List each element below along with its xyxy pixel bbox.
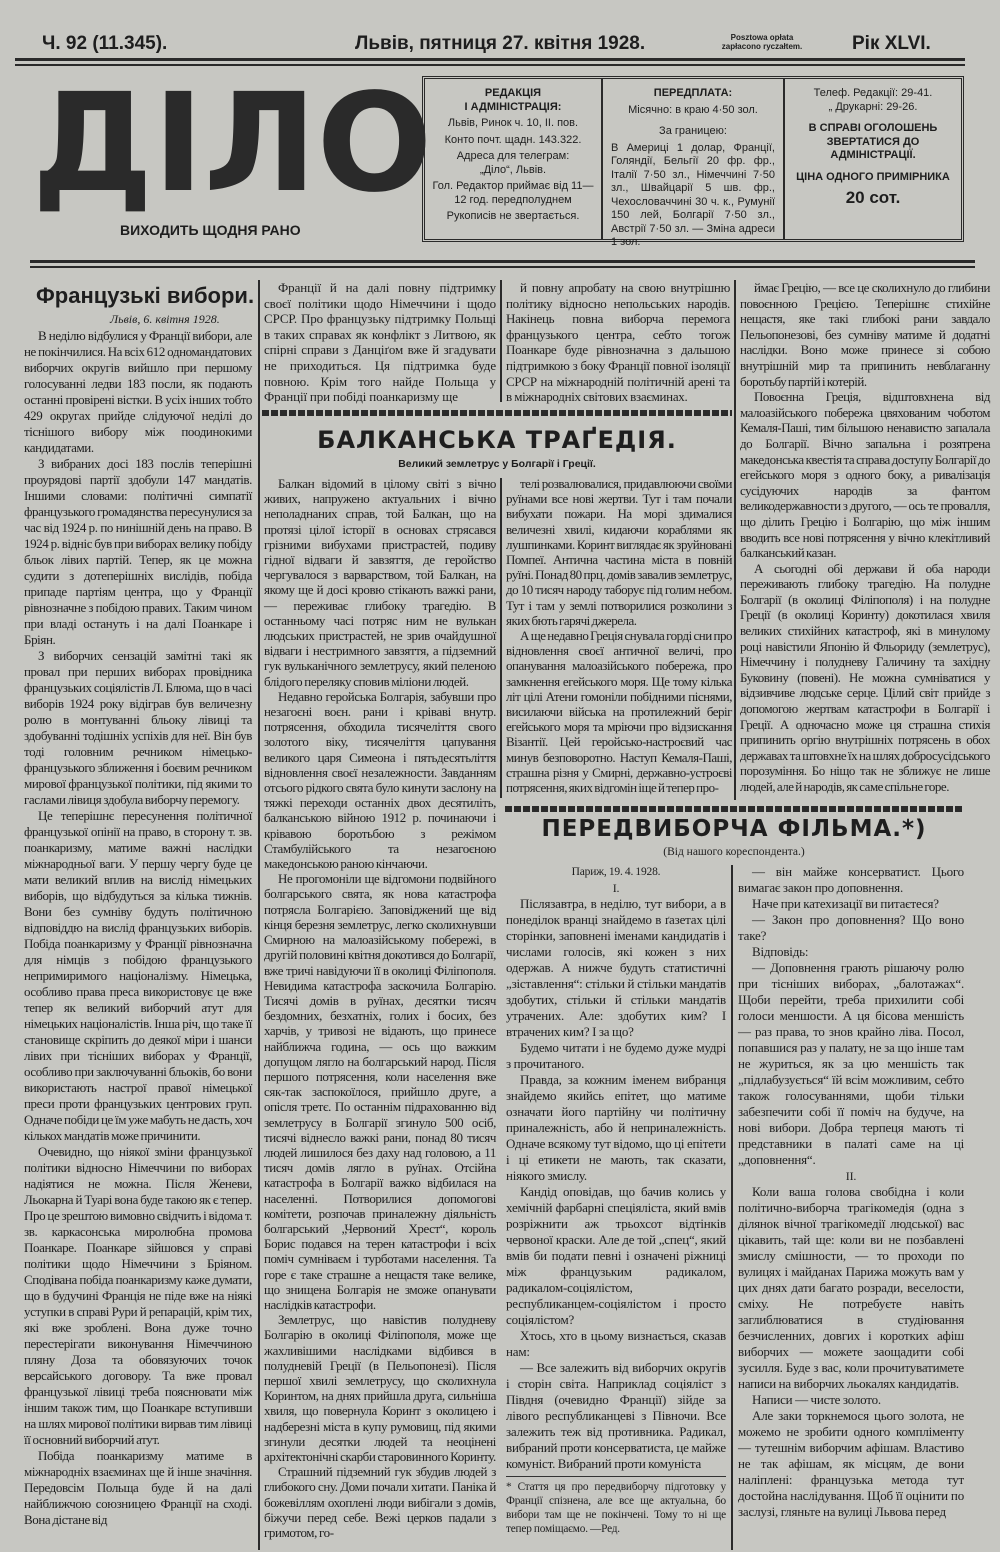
paragraph: Написи — чисте золото. bbox=[752, 1392, 881, 1407]
manuscripts-note: Рукописів не звертається. bbox=[446, 210, 580, 222]
paragraph: Але заки торкнемося цього золота, не можемо не зробити одного компліменту — тутешнім виборчим афішам. Властиво не так афішам, як місцям, де вони наліплені: французька метода тут достойна наслідування. Щоб її оцінити по заслузі, гляньте на вулиці Львова перед bbox=[738, 1408, 964, 1519]
paragraph: Землетрус, що навістив полудневу Болгарію в околиці Філіпополя, може ще жахливішими наслідками відбився в полудневій Греції (в Пельопонезі). Після першої хвилі землетрусу, що сколихнула Коринтом, на днях прийшла друга, сильніша хвиля, що повернула Коринт з околицею і надберезні міста в купу румовищ, під якими згинули десятки людей та неоцінені архітектонічні скарби старовинного Коринту. bbox=[264, 1312, 496, 1464]
contacts-info bbox=[787, 79, 959, 239]
postal-note-line: Posztowa opłata bbox=[730, 33, 794, 42]
paragraph: Кандід оповідав, що бачив колись у хемічній фарбарні спеціяліста, який вмів розріжнити аж трьохсот відтінків червоної краски. Але де той „спец“, який вмів би подати певні і означені ріжниці між французьким радикалом, радикалом-соціялістом, республиканцем-соціялістом і просто соціялістом? bbox=[506, 1184, 726, 1327]
column-rule bbox=[500, 478, 502, 798]
paragraph: Відповідь: bbox=[752, 944, 809, 959]
editorial-info bbox=[425, 79, 601, 239]
telegram-label: Адреса для телеграм: bbox=[456, 150, 570, 162]
paragraph: Побіда поанкаризму матиме в міжнародніх взаєминах ще й інше значіння. Передовсім Польща буде й на далі найближчою союзницею Франції на сході. Вона дістане від bbox=[24, 1448, 252, 1527]
paragraph: Страшний підземний гук збудив людей з глибокого сну. Доми почали хитати. Паніка й божевіллям охоплені люди вибігали з домів, біжучи перед себе. Вежі церков падали з гримотом, го- bbox=[264, 1464, 496, 1541]
editor-hours: Гол. Редактор приймає від 11—12 год. передполуднем bbox=[432, 180, 594, 206]
price-value: 20 сот. bbox=[845, 188, 901, 207]
paragraph: Очевидно, що ніякої зміни французької політики відносно Німеччини по виборах надіятися не можна. Після Женеви, Льокарна й Туарі вона буде такою як є тепер. Про це зрештою вимовно свідчить і відома т. зв. каркасонська миролюбна промова Поанкаре. Поанкаре зійшовся у справі політики щодо Німеччини з Бріяном. Сподівана побіда поанкаризму каже думати, що в будучині Франція не піде вже на ніякі уступки в справі Рури й репарацій, крім тих, які вже зроблені. Вона дуже точно перестерігати виконування Німеччиною пляну Доза та обовязуючих точок версайського договору. Та вже провал французької лівиці треба пояснювати між іншим також тим, що Поанкаре вступивши на шлях мирової політики вирвав тим лівиці її основний виборчий атут. bbox=[24, 1144, 252, 1447]
paragraph: телі розвалювалися, придавлюючи своїми руїнами все нові жертви. Тут і там почали вибухати пожари. На морі здималися величезні хвилі, кидаючи кораблями як лушпинками. Коринт виглядає як зруйновані Помпеї. Антична частина міста в повній руїні. Понад 80 прц. домів завалив землетрус, до 10 тисяч народу таборує під голим небом. Тут і там у землі потворилися розколини з яких бють гарячі джерела. bbox=[506, 476, 732, 628]
editorial-address: Львів, Ринок ч. 10, II. пов. bbox=[447, 117, 579, 129]
column-rule bbox=[258, 280, 260, 1550]
paragraph: — він майже консерватист. Цього вимагає закон про доповнення. bbox=[738, 864, 964, 895]
paragraph: Недавно геройська Болгарія, забувши про незагоєні воєн. рани і кріваві внутр. потрясення, обходила тисячеліття свого золотого віку, тисячеліття цапування великого царя Симеона і пятьдесятьліття відновлення своєї незалежности. Завданням отсього рідкого свята було кинути заслону на тяжкі переходи останніх двох десятиліть, балканською війною 1912 р. починаючи і крівавою боротьбою з режімом Стамбулійського та незагоєною македонською раною кінчаючи. bbox=[264, 688, 496, 872]
paragraph: Правда, за кожним іменем вибранця знайдемо якийсь епітет, що матиме означати його партійну чи політичну приналежність, або й неприналежність. Одначе всякому тут відомо, що ці епітети і ці етикети не мають, так сказати, ніякого змислу. bbox=[506, 1072, 726, 1183]
paragraph: Будемо читати і не будемо дуже мудрі з прочитаного. bbox=[506, 1040, 726, 1071]
paragraph: А сьогодні обі держави й оба народи переживають глибоку трагедію. На полудне Болгарії (в околиці Філіпополя) і на полудне Греції (в околиці Коринту) докотилася хвиля великих стихійних катастроф, які в минулому році навістили Японію й Фльориду (землетрус), Німеччину і полудневу Галичину та західну Буковину (повені). Не можна сумніватися у відзивчиве людське серце. Цілий світ прийде з допомогою жертвам катастрофи в Болгарії і Греції. А одночасно може ця страшна стихія припинить оргію внутрішніх потрясень в обох державах та штовхне їх на шлях добросусідського порозуміння. Бо ніщо так не зближує не лише людей, але й народів, як саме спільне горе. bbox=[740, 560, 990, 794]
elections-column-1 bbox=[24, 328, 252, 1548]
paragraph: В неділю відбулися у Франції вибори, але не покінчилися. На всіх 612 одномандатових виборчих округів вийшло при першому голосуванні ледви 183 посли, як подають останні провірені вістки. В усіх інших тобто 429 округах прийде слідуючої неділі до тіснішого вибору між поодинокими кандидатами. bbox=[24, 328, 252, 455]
issue-date: Львів, пятниця 27. квітня 1928. bbox=[355, 33, 646, 54]
film-footnote: * Стаття ця про передвиборчу підготовку у Франції спізнена, але все ще актуальна, бо вибори там ще не покінчені. Тому то ні ще тепер поміщаємо. —Ред. bbox=[506, 1476, 726, 1536]
telegram-address: „Діло“, Львів. bbox=[479, 163, 547, 176]
film-column-a bbox=[506, 864, 726, 1548]
postal-account: Конто почт. щадн. 143.322. bbox=[444, 133, 582, 146]
info-box bbox=[422, 76, 964, 248]
postal-note bbox=[712, 33, 812, 51]
paragraph: Балкан відомий в цілому світі з вічно живих, напружено актуальних і вічно неполаднаних справ, той Балкан, що на протязі цілої історії в основах стрясався грізними вибухами пристрастей, подиву гідної відваги й завзяття, де геройство чергувалося з варварством, той Балкан, на якому ще й досі кровю стікають важкі рани, — переживає глибоку трагедію. В останньому часі потряс ним не вулькан людських пристрастей, не зрив очайдушної відваги і нестримного завзяття, а підземний гук вульканічного землетрусу, який пеленою блідого переляку сповив міліони людей. bbox=[264, 476, 496, 689]
film-section-2: II. bbox=[845, 1169, 857, 1183]
subscription-abroad-label: За границею: bbox=[659, 125, 727, 137]
phone-editorial: Телеф. Редакції: 29-41. bbox=[813, 87, 933, 99]
editorial-heading bbox=[429, 87, 597, 114]
paragraph: й повну апробату на свою внутрішню політику відносно непольських народів. Накінець повна виборча перемога французького центра, себто тогож Поанкаре буде рівнозначна з дальшою підтримкою з боку Франції повної ізоляції СРСР на міжнародній політичній арені та в міжнародніх світових взаєминах. bbox=[506, 280, 730, 405]
masthead-rule bbox=[30, 260, 975, 268]
paragraph: Це теперішнє пересунення політичної французької опінії на право, в сторону т. зв. поанкаризму, матиме важні наслідки міжнародньої ваги. У першу чергу буде це мати великий вплив на вислід німецьких виборів, що відбудуться за кілька тижнів. Вони без сумніву будуть політичною відповіддю на вислід французьких виборів. Побіда поанкаризму у Франції рівнозначна для німців з побідою французького непримиримого націоналізму. Німецька, особливо права преса використовує це вже тепер як великий виборчий атут для німецьких націоналістів. Інша річ, що таке її становище скріпить до деякої міри і шанси лівих при тісніших виборах у Франції, особливо при заключуванні бльоків, бо вони використають настрої правої німецької преси проти французьких центрових груп. Одначе побіди це їм уже мабуть не дасть, хоч кількох мандатів може причинити. bbox=[24, 808, 252, 1143]
advertising-note: В СПРАВІ ОГОЛОШЕНЬ ЗВЕРТАТИСЯ ДО АДМІНІСТРАЦІЇ. bbox=[808, 122, 938, 161]
paragraph: З вибраних досі 183 послів теперішні проурядові партії здобули 147 мандатів. Іншими словами: політичні симпатії французького громадянства пересунулися за час від 1924 р. по нинішній день на право. В 1924 р. відніс був при виборах велику побіду бльок лівих партій. Тепер, як це можна судити з дотеперішніх вислідів, побіда припаде партіям центра, що у Франції рівнозначне з побідою правих. Таким чином при владі остануть і на далі Поанкаре і Бріян. bbox=[24, 456, 252, 647]
film-column-b bbox=[738, 864, 964, 1548]
film-title: ПЕРЕДВИБОРЧА ФІЛЬМА.*) bbox=[541, 816, 927, 842]
elections-dateline: Львів, 6. квітня 1928. bbox=[110, 312, 220, 326]
price-label: ЦІНА ОДНОГО ПРИМІРНИКА bbox=[796, 170, 950, 183]
paragraph: Повоєнна Греція, відштовхнена від малоазійського побережа цвяхованим чоботом Кемаля-Паші, тим більшою ненавистю запалала до Болгарії. Вічно запальна і розятрена македонська квестія та справа доступу Болгарії до егейського моря з одного боку, а ривалізація сусідуючих народів за фантом великодержавности з другого, — ось те провалля, що ділить Грецію і Болгарію, що між іншим вводить все нові потрясення у вічно клекітливий балканський казан. bbox=[740, 389, 990, 561]
film-column-b-text bbox=[738, 864, 964, 1168]
balkan-rule bbox=[262, 410, 732, 416]
film-column-a-text bbox=[506, 896, 726, 1472]
paragraph: З виборчих сензацій замітні такі як провал при перших виборах провідника французьких соціялістів Л. Блюма, що в часі виборів 1924 року відіграв був величезну ролю в монтуванні бльоку лівиці та здобуванні тодішніх успіхів для неї. Він був тоді головним речником німецько-французького зближення і боєвим речником мирової французької політики, під якими то гаслами лівиця здобула виборчу перемогу. bbox=[24, 648, 252, 807]
film-rule bbox=[505, 806, 963, 812]
paragraph: Франції й на далі повну підтримку своєї політики щодо Німеччини і щодо СРСР. Про французьку підтримку Польщі в таких справах як конфлікт з Литвою, як спірні справи з Данціґом вже й згадувати не приходиться. Ця підтримка буде повною. Крім того найде Польща у Франції при побіді поанкаризму ще bbox=[264, 280, 496, 405]
info-box-divider bbox=[601, 79, 603, 239]
paragraph: — Закон про доповнення? Що воно таке? bbox=[738, 912, 964, 943]
phone-printing: „ Друкарні: 29-26. bbox=[828, 100, 918, 113]
film-column-b2-text bbox=[738, 1184, 964, 1520]
subscription-domestic: Місячно: в краю 4·50 зол. bbox=[628, 103, 758, 116]
film-dateline: Париж, 19. 4. 1928. bbox=[571, 866, 661, 878]
paragraph: Не прогомоніли ще відгомони подвійного болгарського свята, як нова катастрофа потрясла Болгарією. Заповіджений ще від кінця березня землетрус, легко сколихнувши Смирною на малоазійському побережі, в другій половині квітня докотився до Болгарії, вже тричі навідуючи її в околиці Філіпополя. Невидима катастрофа заскочила Болгарію. Тисячі домів в руїнах, десятки тисяч бездомних, безхатніх, голих і босих, без харчів, у тривозі не відають, що принесе найближча година, — ось що важким допущом лягло на болгарський народ. Після першого потрясення, коли населення вже сяк-так заспокоїлося, прийшло друге, а опісля третє. По останнім підрахованню від землетрусу в Болгарії згинуло 500 осіб, тисячі віднесло важкі рани, понад 80 тисяч людей лишилося без даху над головою, а 11 тисяч домів лягло в руїнах. Отсійна катастрофа в Болгарії важко відбилася на населенні. Потворилися допомогові комітети, розпочав приналежну діяльність болгарський „Червоний Хрест“, король Борис подався на терен катастрофи і всіх поміч сумніваєм і турботами населення. Та горе є таке страшне а нещастя таке велике, що знищена Болгарія не зможе опанувати наслідків катастрофи. bbox=[264, 871, 496, 1312]
paragraph: Післязавтра, в неділю, тут вибори, а в понеділок вранці знайдемо в ґазетах цілі сторінки, заповнені іменами кандидатів і числами голосів, які кожен з них одержав. А нижче будуть статистичні „зіставлення“: стільки й стільки мандатів здобутих, стільки й стільки мандатів утрачених. Але: здобутих ким? І втрачених ким? І за що? bbox=[506, 896, 726, 1039]
paragraph: — Все залежить від виборчих округів і сторін світа. Наприклад соціяліст з Півдня (очевидно Франції) зійде за лівого республиканцеві з Півночи. Все залежить теж від противника. Радикал, вибраний проти консерватиста, це майже комуніст. Вибраний проти комуніста bbox=[506, 1360, 726, 1471]
editorial-heading-line: І АДМІНІСТРАЦІЯ: bbox=[464, 100, 562, 113]
paragraph: Коли ваша голова свобідна і коли політично-виборча трагікомедія (одна з ділянок вічної трагікомедії людської) вас цікавить, тай ще: коли ви не позбавлені змислу смішности, — то проходи по вулицях і майданах Парижа можуть вам у цих днях дати багато розради, веселости, сміху. Не потребуєте навіть заглиблюватися в студіювання безчисленних, довгих і коротких афіш виборчих — можете заощадити собі зусилля. Буде з вас, коли прочитуватимете написи на виборчих льокалях кандидатів. bbox=[738, 1184, 964, 1391]
column-rule bbox=[734, 280, 736, 800]
column-rule bbox=[500, 280, 502, 402]
postal-note-line: zapłacono ryczałtem. bbox=[721, 42, 803, 51]
elections-column-2 bbox=[264, 280, 496, 404]
film-subtitle: (Від нашого кореспондента.) bbox=[663, 846, 805, 858]
elections-title: Французькі вибори. bbox=[36, 283, 255, 308]
info-box-divider bbox=[783, 79, 785, 239]
balkan-title: БАЛКАНСЬКА ТРАҐЕДІЯ. bbox=[317, 426, 677, 454]
editorial-heading-line: РЕДАКЦІЯ bbox=[484, 87, 542, 99]
subscription-info bbox=[605, 79, 781, 248]
masthead-title: ДІЛО bbox=[32, 65, 433, 223]
paragraph: Хтось, хто в цьому визнається, сказав нам: bbox=[506, 1328, 726, 1359]
film-section-1: I. bbox=[612, 881, 620, 895]
balkan-subtitle: Великий землетрус у Болгарії і Греції. bbox=[398, 458, 596, 470]
balkan-column-a bbox=[264, 476, 496, 1548]
paragraph: А ще недавно Греція снувала горді сни про відновлення своєї античної величі, про опанування малоазійського побережа, про замкнення егейського моря. Ще тому кілька літ цілі Атени гомоніли побідними піснями, висилаючи війська на протилежний беріг егейського моря та мріючи про відзискання Візантії. Цей геройсько-настроєвий час минув безповоротно. Наступ Кемаля-Паші, страшна різня у Смирні, державно-устроєві потрясення, яких відгомін іще й тепер про- bbox=[506, 628, 732, 796]
balkan-column-b bbox=[506, 476, 732, 798]
paragraph: ймає Грецію, — все це сколихнуло до глибини повоєнною Грецією. Теперішнє стихійне нещастя, яке такі глибокі рани завдало Пельопонезові, без сумніву матиме й додатні наслідки. Воно може принесе зі собою внутрішній мир та припинить невблаганну боротьбу партій і котерій. bbox=[740, 280, 990, 389]
subscription-abroad-rates: В Америці 1 долар, Франції, Голяндії, Бельгії 20 фр. фр., Італії 7·50 зл., Німеччині 7·50 зл., Швайцарії 5 шв. фр., Чехословаччині 30 ч. к., Румунії 150 лей, Болгарії 7·50 зл., Австрії 7·50 зл. — Зміна адреси 1 зол. bbox=[611, 141, 775, 248]
masthead-tagline: ВИХОДИТЬ ЩОДНЯ РАНО bbox=[120, 222, 301, 238]
elections-column-3 bbox=[506, 280, 730, 404]
subscription-heading: ПЕРЕДПЛАТА: bbox=[653, 87, 733, 99]
volume-year: Рік XLVI. bbox=[852, 33, 931, 54]
column-rule bbox=[731, 865, 733, 1550]
issue-number: Ч. 92 (11.345). bbox=[42, 33, 168, 54]
paragraph: — Доповнення грають рішаючу ролю при тісніших виборах, „балотажах“. Щоби перейти, треба прихилити собі голоси меншости. А ця бісова меншість — раз права, то знов крайно ліва. Посол, попавшися раз у палату, не за що інше там не журиться, як за цю меншість так „підлабузується“ їй всім можливим, себто також голосуваннями, щоби тільки забезпечити собі її поміч на будуче, на нові вибори. Добра терпеця мають ті представники в палаті саме на ці „доповнення“. bbox=[738, 960, 964, 1167]
paragraph: Наче при катехизації ви питаєтеся? bbox=[752, 896, 939, 911]
balkan-column-c bbox=[740, 280, 990, 800]
